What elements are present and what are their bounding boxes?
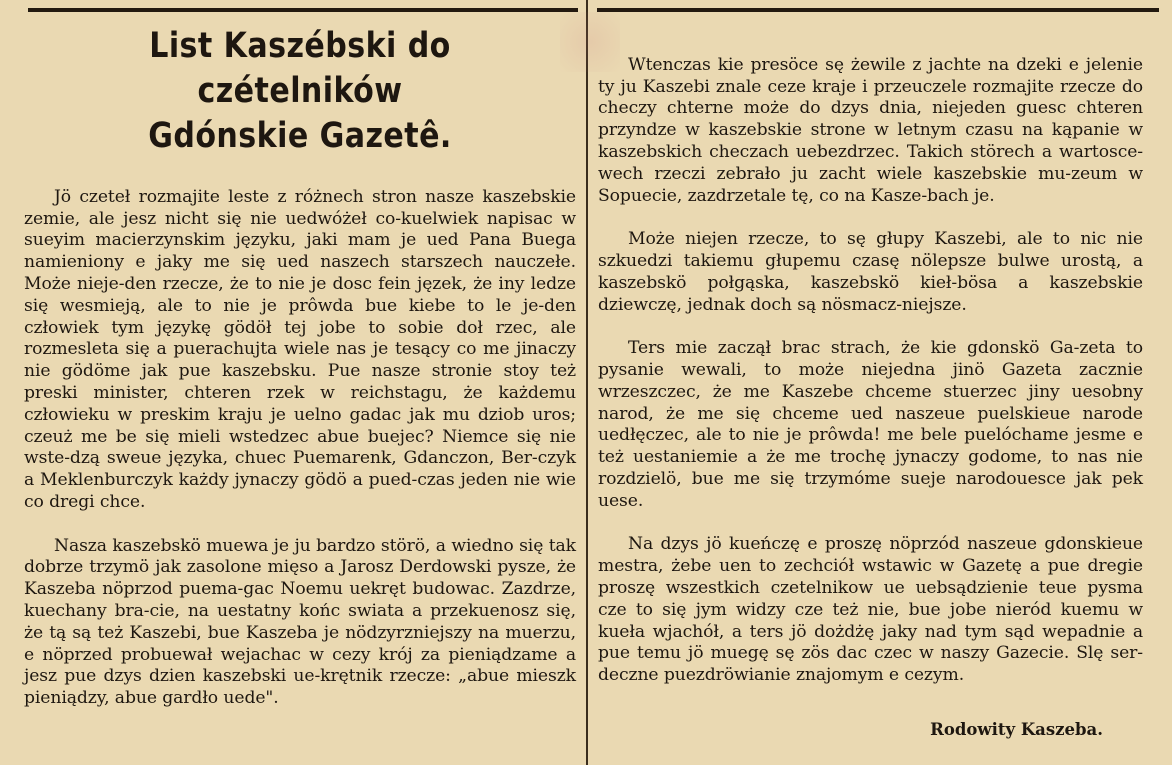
paragraph: Wtenczas kie presöce sę żewile z jachte na dzeki e jelenie ty ju Kaszebi znale ceze kraje i przeuczele rozmajite rzecze do checzy chterne może do dzys dnia, niejeden guesc chteren przyndze w kaszebskie strone w letnym czasu na kąpanie w kaszebskich checzach uebezdrzec. Takich störech a wartosce-wech rzeczi zebrało ju zacht wiele kaszebskie mu-zeum w Sopuecie, zazdrzetale tę, co na Kasze-bach je. [598, 54, 1143, 206]
left-column [24, 0, 576, 732]
article-signature: Rodowity Kaszeba. [930, 719, 1103, 739]
headline-line-2: Gdónskie Gazetê. [148, 116, 452, 156]
paragraph: Nasza kaszebskö muewa je ju bardzo störö, a wiedno się tak dobrze trzymö jak zasolone mięso a Jarosz Derdowski pysze, że Kaszeba nöprzod puema-gac Noemu uekręt budowac. Zazdrze, kuechany bra-cie, na uestatny końc swiata a przekuenosz się, że tą są też Kaszebi, bue Kaszeba je nödzyrzniejszy na muerzu, e nöprzed probuewał wejachac w cezy krój za pieniądzame a jesz pue dzys dzien kaszebski ue-krętnik rzecze: „abue mieszk pieniądzy, abue gardło uede". [24, 535, 576, 709]
paragraph: Jö czeteł rozmajite leste z różnech stron nasze kaszebskie zemie, ale jesz nicht się nie uedwóżeł co-kuelwiek napisac w sueyim macierzynskim języku, jaki mam je ued Pana Buega namieniony e jaky me się ued naszech starszech nauczełe. Może nieje-den rzecze, że to nie je dosc fein jęzek, że iny ledze się wesmieją, ale to nie je prôwda bue kiebe to le je-den człowiek tym językę gödöł tej jobe to sobie doł rzec, ale rozmesleta się a puerachujta wiele nas je tesący co me jinaczy nie gödöme jak pue kaszebsku. Pue nasze stronie stoy też preski minister, chteren rzek w reichstagu, że każdemu człowieku w preskim kraju je uelno gadac jak mu dziob uros; czeuż me be się mieli wstedzec abue buejec? Niemce się nie wste-dzą sweue języka, chuec Puemarenk, Gdanczon, Ber-czyk a Meklenburczyk każdy jynaczy gödö a pued-czas jeden nie wie co dregi chce. [24, 186, 576, 512]
paragraph: Może niejen rzecze, to sę głupy Kaszebi, ale to nic nie szkuedzi takiemu głupemu czasę nölepsze bulwe urostą, a kaszebskö połgąska, kaszebskö kieł-bösa a kaszebskie dziewczę, jednak doch są nösmacz-niejsze. [598, 229, 1143, 315]
paragraph: Na dzys jö kueńczę e proszę nöprzód naszeue gdonskieue mestra, żebe uen to zechciół wstawic w Gazetę a pue dregie proszę wszestkich czetelnikow ue uebsądzienie teue pysma cze to się jym widzy cze też nie, bue jobe nieród kuemu w kueła wjachół, a ters jö dożdżę jaky nad tym sąd wepadnie a pue temu jö muegę sę zös dac czec w naszy Gazecie. Slę ser-deczne puezdröwianie znajomym e cezym. [598, 534, 1143, 686]
column-divider [586, 0, 588, 765]
paragraph: Ters mie zaczął brac strach, że kie gdonskö Ga-zeta to pysanie wewali, to może niejedna jinö Gazeta zacznie wrzeszczec, że me Kaszebe chceme stuerzec jiny uesobny narod, że me się chceme ued naszeue puelskieue narode uedłęczec, ale to nie je prôwda! me bele puelóchame jesme e też uestaniemie a że me trochę jynaczy godome, to nas nie rozdzielö, bue me się trzymóme sueje narodouesce jak pek uese. [598, 338, 1143, 511]
right-column [598, 0, 1143, 739]
left-body [24, 165, 576, 732]
right-body [598, 0, 1143, 709]
headline-line-1: List Kaszébski do czételników [149, 26, 451, 111]
article-headline [63, 24, 538, 159]
